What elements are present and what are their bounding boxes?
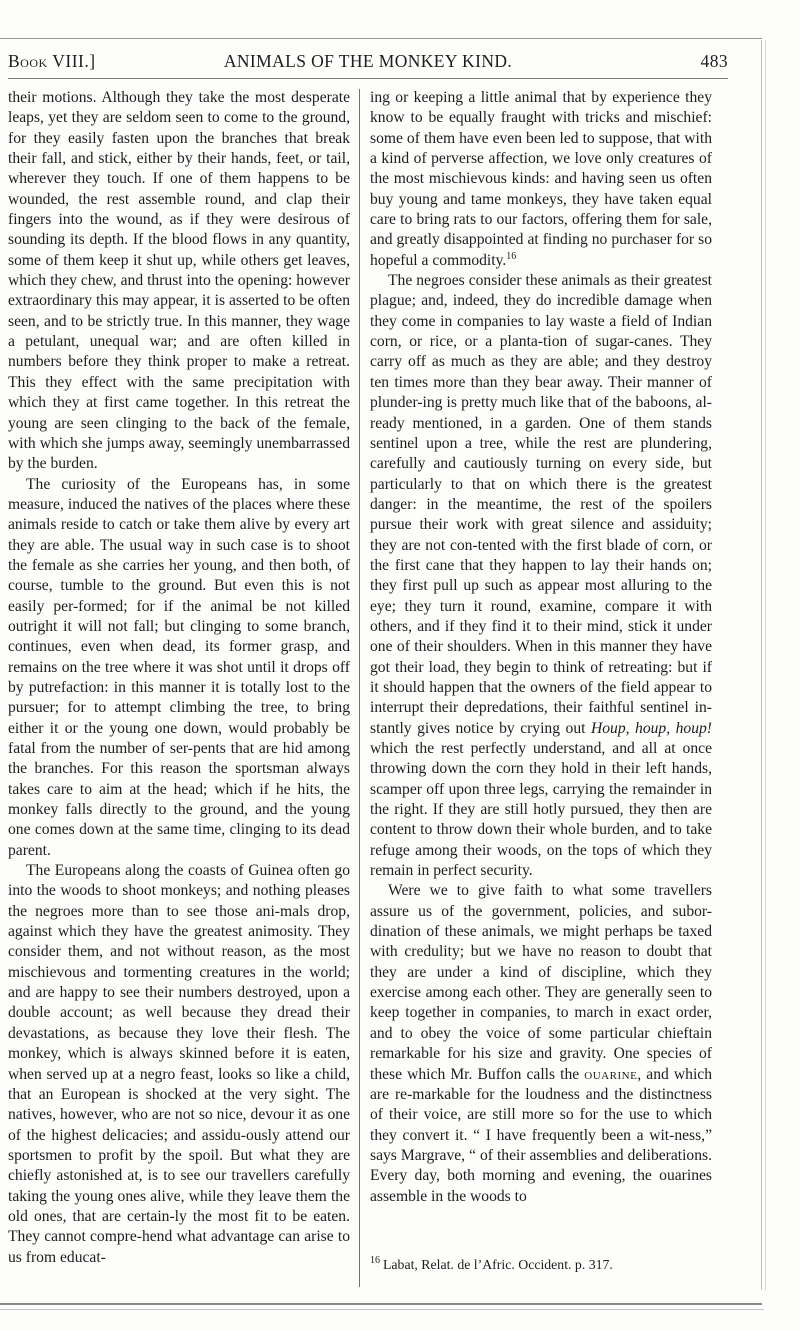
paragraph-text: ing or keeping a little animal that by experience they know to be equally fraught with tricks and mischief: some of them have even been led to suppose, that with a kind of perverse affection, we love only creatures of the most mischievous kinds: and having seen us often buy young and tame monkeys, they have taken equal care to bring rats to our factors, offering them for sale, and greatly disappointed at finding no purchaser for so hopeful a commodity. bbox=[370, 89, 712, 269]
paragraph bbox=[370, 88, 712, 271]
species-name: ouarine bbox=[584, 1065, 638, 1083]
column-divider bbox=[359, 89, 360, 1287]
paragraph bbox=[370, 271, 712, 881]
paragraph-text: , and which are re-markable for the loudness and the distinctness of their voice, are still more so for the use to which they convert it. “ I have frequently been a wit-ness,” says Margrave, “ of their assemblies and deliberations. Every day, both morning and evening, the ouarines assemble in the woods to bbox=[370, 1065, 712, 1205]
running-head-book: Book VIII.] bbox=[8, 51, 96, 71]
header-rule bbox=[8, 78, 728, 79]
running-head-title: ANIMALS OF THE MONKEY KIND. bbox=[223, 51, 513, 71]
footnote-reference: 16 bbox=[506, 250, 517, 262]
paragraph: their motions. Although they take the most desperate leaps, yet they are seldom seen to come to the ground, for they easily fasten upon the branches that break their fall, and stick, either by their hands, feet, or tail, wherever they touch. If one of them happens to be wounded, the rest assemble round, and clap their fingers into the wound, as if they were desirous of sounding its depth. If the blood flows in any quantity, some of them keep it shut up, while others get leaves, which they chew, and thrust into the opening: however extraordinary this may appear, it is asserted to be often seen, and to be strictly true. In this manner, they wage a petulant, unequal war; and are often killed in numbers before they think proper to make a retreat. This they effect with the same precipitation with which they at first came together. In this retreat the young are seen clinging to the back of the female, with which she jumps away, seemingly unembarrassed by the burden. bbox=[8, 89, 350, 473]
page-edge-top bbox=[0, 38, 762, 39]
page-number: 483 bbox=[700, 51, 728, 71]
paragraph-text: Were we to give faith to what some travellers assure us of the government, policies, and subor-dination of these animals, we might perhaps be taxed with credulity; but we have no reason to doubt that they are under a kind of discipline, which they exercise among each other. They are generally seen to keep together in companies, to march in exact order, and to obey the voice of some particular chieftain remarkable for his size and gravity. One species of these which Mr. Buffon calls the bbox=[370, 882, 712, 1083]
paragraph: The Europeans along the coasts of Guinea often go into the woods to shoot monkeys; and nothing pleases the negroes more than to see those ani-mals drop, against which they have the greatest animosity. They consider them, and not without reason, as the most mischievous and tormenting creatures in the world; and are happy to see their numbers destroyed, upon a double account; as well because they dread their devastations, as because they love their flesh. The monkey, which is always skinned before it is eaten, when served up at a negro feast, looks so like a child, that an European is shocked at the very sight. The natives, however, who are not so nice, devour it as one of the highest delicacies; and assidu-ously attend our sportsmen to profit by the spoil. But what they are chiefly astonished at, is to see our travellers carefully taking the young ones alive, while they leave them the old ones, that are certain-ly the most fit to be eaten. They cannot compre-hend what advantage can arise to us from educat- bbox=[8, 862, 350, 1266]
right-column bbox=[370, 88, 712, 1207]
paragraph bbox=[370, 881, 712, 1207]
running-head bbox=[8, 51, 728, 75]
page-edge-right bbox=[761, 40, 762, 1290]
footnote-text: Labat, Relat. de l’Afric. Occident. p. 317. bbox=[383, 1257, 613, 1272]
footnote-number: 16 bbox=[370, 1255, 380, 1267]
page-edge-bottom-inner bbox=[0, 1309, 764, 1310]
paragraph-text: which the rest perfectly understand, and all at once throwing down the corn they hold in their left hands, scamper off upon three legs, carrying the remainder in the right. If they are still hotly pursued, they then are content to throw down their whole burden, and to take refuge among their woods, on the tops of which they remain in perfect security. bbox=[370, 740, 712, 880]
page-edge-bottom bbox=[0, 1303, 762, 1305]
left-column bbox=[8, 88, 350, 1268]
footnote bbox=[370, 1256, 712, 1274]
page-edge-right-inner bbox=[765, 40, 766, 1290]
sentinel-cry: Houp, houp, houp! bbox=[590, 719, 712, 737]
paragraph-text: The negroes consider these animals as their greatest plague; and, indeed, they do incredible damage when they come in companies to lay waste a field of Indian corn, or rice, or a planta-tion of sugar-canes. They carry off as much as they are able; and they destroy ten times more than they bear away. Their manner of plunder-ing is pretty much like that of the baboons, al-ready mentioned, in a garden. One of them stands sentinel upon a tree, while the rest are plundering, carefully and cautiously turning on every side, but particularly to that on which there is the greatest danger: in the meantime, the rest of the spoilers pursue their work with great silence and assiduity; they are not con-tented with the first blade of corn, or the first cane that they happen to lay their hands on; they first pull up such as appear most alluring to the eye; they turn it round, examine, compare it with others, and if they find it to their mind, stick it under one of their shoulders. When in this manner they have got their load, they begin to think of retreating: but if it should happen that the owners of the field appear to interrupt their depredations, their faithful sentinel in-stantly gives notice by crying out bbox=[370, 272, 712, 737]
paragraph: The curiosity of the Europeans has, in some measure, induced the natives of the places where these animals reside to catch or take them alive by every art they are able. The usual way in such case is to shoot the female as she carries her young, and then both, of course, tumble to the ground. But even this is not easily per-formed; for if the animal be not killed outright it will not fall; but clinging to some branch, continues, even when dead, its former grasp, and remains on the tree where it was shot until it drops off by putrefaction: in this manner it is totally lost to the pursuer; for to attempt climbing the tree, to bring either it or the young one down, would probably be fatal from the number of ser-pents that are hid among the branches. For this reason the sportsman always takes care to aim at the head; which if he hits, the monkey falls directly to the ground, and the young one comes down at the same time, clinging to its dead parent. bbox=[8, 475, 350, 859]
